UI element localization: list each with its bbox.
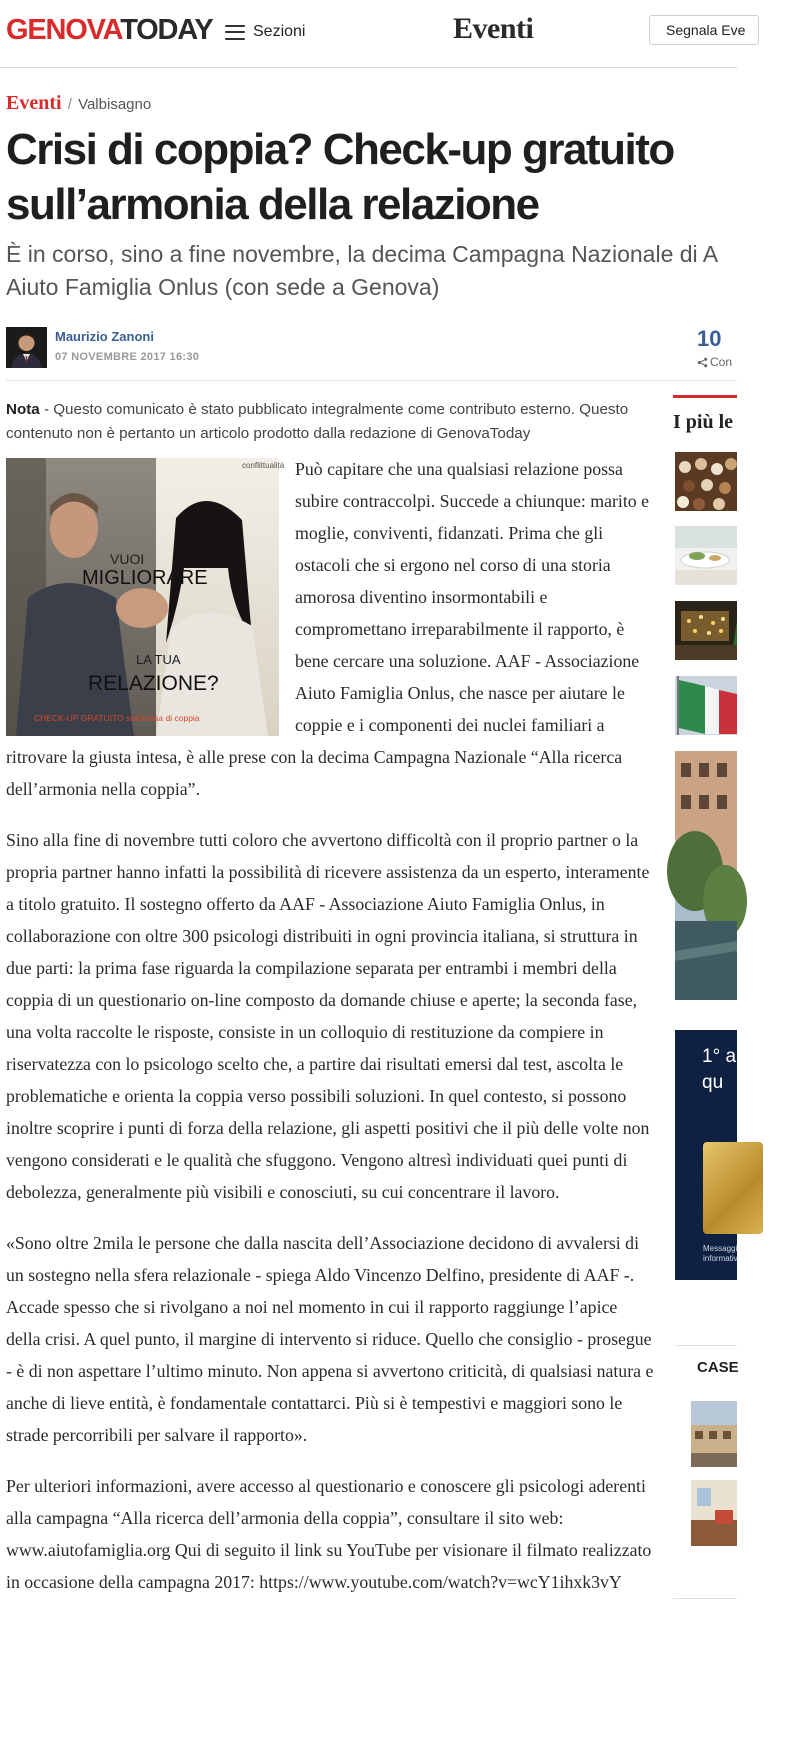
- article-subtitle-line-2: Aiuto Famiglia Onlus (con sede a Genova): [6, 274, 440, 300]
- image-text-relazione: RELAZIONE?: [88, 672, 219, 695]
- author-name[interactable]: Maurizio Zanoni: [55, 329, 154, 344]
- most-read-thumbnail-1[interactable]: [675, 452, 737, 511]
- ad-headline-line-2: qu: [702, 1072, 724, 1093]
- image-text-vuoi: VUOI: [110, 551, 145, 567]
- article-paragraph-2: Sino alla fine di novembre tutti coloro che avvertono difficoltà con il proprio partner o la propria partner hanno infatti la possibilità di ricevere assistenza da un esperto, interamente a titolo gratuito. Il sostegno offerto da AAF - Associazione Aiuto Famiglia Onlus, in collaborazione con oltre 300 psicologi distribuiti in ogni provincia italiana, si struttura in due parti: la prima fase riguarda la compilazione separata per entrambi i membri della coppia di un questionario on-line composto da domande chiuse e aperte; la seconda fase, una volta raccolte le risposte, consiste in un colloquio di restituzione da compiere in riservatezza con lo psicologo scelto che, a partire dai risultati emersi dal test, ascolta le problematiche e orienta la coppia verso possibili soluzioni. In quel contesto, si possono inoltre scoprire i punti di forza della relazione, gli aspetti positivi che il più delle volte non vengono considerati e le qualità che sfuggono. Vengono altresì individuati quei punti di debolezza, generalmente più visibili e conosciuti, su cui concentrare il lavoro.: [6, 830, 650, 1202]
- ad-disclaimer-line-1: Messaggi: [703, 1244, 738, 1253]
- breadcrumb: [6, 92, 151, 115]
- article-body: [6, 453, 656, 1617]
- share-icon: [697, 357, 708, 368]
- section-title[interactable]: Eventi: [453, 12, 534, 45]
- share-link[interactable]: [697, 355, 732, 369]
- note-label: Nota: [6, 401, 40, 418]
- image-text-checkup: CHECK-UP GRATUITO sull'intesa di coppia: [34, 713, 200, 723]
- byline-divider: [6, 380, 737, 381]
- note-text: - Questo comunicato è stato pubblicato integralmente come contributo esterno. Questo contenuto non è pertanto un articolo prodotto dalla redazione di GenovaToday: [6, 401, 629, 442]
- top-navbar: [0, 0, 746, 68]
- breadcrumb-separator: /: [67, 96, 72, 113]
- share-count[interactable]: 10: [697, 326, 722, 351]
- article-title-line-1: Crisi di coppia? Check-up gratuito: [6, 125, 674, 174]
- share-label-text: Con: [710, 355, 733, 369]
- sidebar-bottom-divider: [673, 1598, 737, 1599]
- sidebar-advertisement[interactable]: [675, 1030, 737, 1280]
- hamburger-icon: [225, 25, 245, 40]
- case-thumbnail-1[interactable]: [691, 1401, 737, 1467]
- sections-menu-button[interactable]: [225, 20, 305, 44]
- ad-headline-line-1: 1° a: [702, 1046, 737, 1067]
- most-read-thumbnail-3[interactable]: [675, 601, 737, 660]
- sidebar-accent-bar: [673, 395, 737, 398]
- article-image[interactable]: [6, 458, 285, 736]
- ad-disclaimer-line-2: informativ: [703, 1254, 738, 1263]
- case-thumbnail-2[interactable]: [691, 1480, 737, 1546]
- article-subtitle: [6, 238, 746, 304]
- article-paragraph-4: Per ulteriori informazioni, avere accesso al questionario e conoscere gli psicologi aderenti alla campagna “Alla ricerca dell’armonia della coppia”, consultare il sito web: www.aiutofamiglia.org Qui di seguito il link su YouTube per visionare il filmato realizzato in occasione della campagna 2017: https://www.youtube.com/watch?v=wcY1ihxk3vY: [6, 1476, 652, 1592]
- breadcrumb-location[interactable]: Valbisagno: [78, 96, 152, 113]
- publish-date: 07 NOVEMBRE 2017 16:30: [55, 351, 200, 363]
- credit-card-image: [703, 1142, 763, 1234]
- ad-disclaimer: [703, 1244, 738, 1264]
- article-title: [6, 122, 806, 232]
- author-avatar[interactable]: [6, 327, 47, 368]
- site-logo[interactable]: [6, 14, 213, 46]
- sections-menu-label: Sezioni: [253, 23, 306, 40]
- image-text-la-tua: LA TUA: [136, 652, 181, 667]
- article-subtitle-line-1: È in corso, sino a fine novembre, la decima Campagna Nazionale di A: [6, 241, 719, 267]
- sidebar-case-widget: [675, 1345, 737, 1605]
- article-paragraph-3: «Sono oltre 2mila le persone che dalla nascita dell’Associazione decidono di avvalersi di un sostegno nella sfera relazionale - spiega Aldo Vincenzo Delfino, presidente di AAF -. Accade spesso che si rivolgano a noi nel momento in cui il rapporto raggiunge l’apice della crisi. A quel punto, il margine di intervento si riduce. Quello che consiglio - prosegue - è di non aspettare l’ultimo minuto. Non appena si avvertono criticità, di qualsiasi natura e anche di lieve entità, è fondamentale contattarci. Più si è tempestivi e maggiori sono le strade percorribili per salvare il rapporto».: [6, 1233, 654, 1445]
- image-tag-text: conflittualità: [242, 461, 285, 470]
- case-widget-title: CASE: [697, 1359, 739, 1376]
- most-read-thumbnail-2[interactable]: [675, 526, 737, 585]
- report-event-button[interactable]: Segnala Eve: [649, 15, 759, 45]
- most-read-thumbnail-4[interactable]: [675, 676, 737, 735]
- ad-headline: [702, 1044, 736, 1096]
- breadcrumb-category[interactable]: Eventi: [6, 92, 62, 114]
- logo-part-genova: GENOVA: [6, 14, 121, 46]
- image-text-migliorare: MIGLIORARE: [82, 567, 208, 589]
- most-read-title: I più le: [673, 411, 734, 433]
- logo-part-today: TODAY: [120, 14, 213, 46]
- external-content-note: [6, 398, 666, 446]
- article-paragraph-1: Può capitare che una qualsiasi relazione possa subire contraccolpi. Succede a chiunque: marito e moglie, conviventi, fidanzati. Prima che gli ostacoli che si ergono nel corso di una storia amorosa diventino insormontabili e compromettano irreparabilmente il rapporto, è bene cercare una soluzione. AAF - Associazione Aiuto Famiglia Onlus, che nasce per aiutare le coppie e i componenti dei nuclei familiari a ritrovare la giusta intesa, è alle prese con la decima Campagna Nazionale “Alla ricerca dell’armonia nella coppia”.: [6, 459, 650, 799]
- sidebar-photo-canal[interactable]: [675, 751, 737, 1000]
- article-title-line-2: sull’armonia della relazione: [6, 180, 539, 229]
